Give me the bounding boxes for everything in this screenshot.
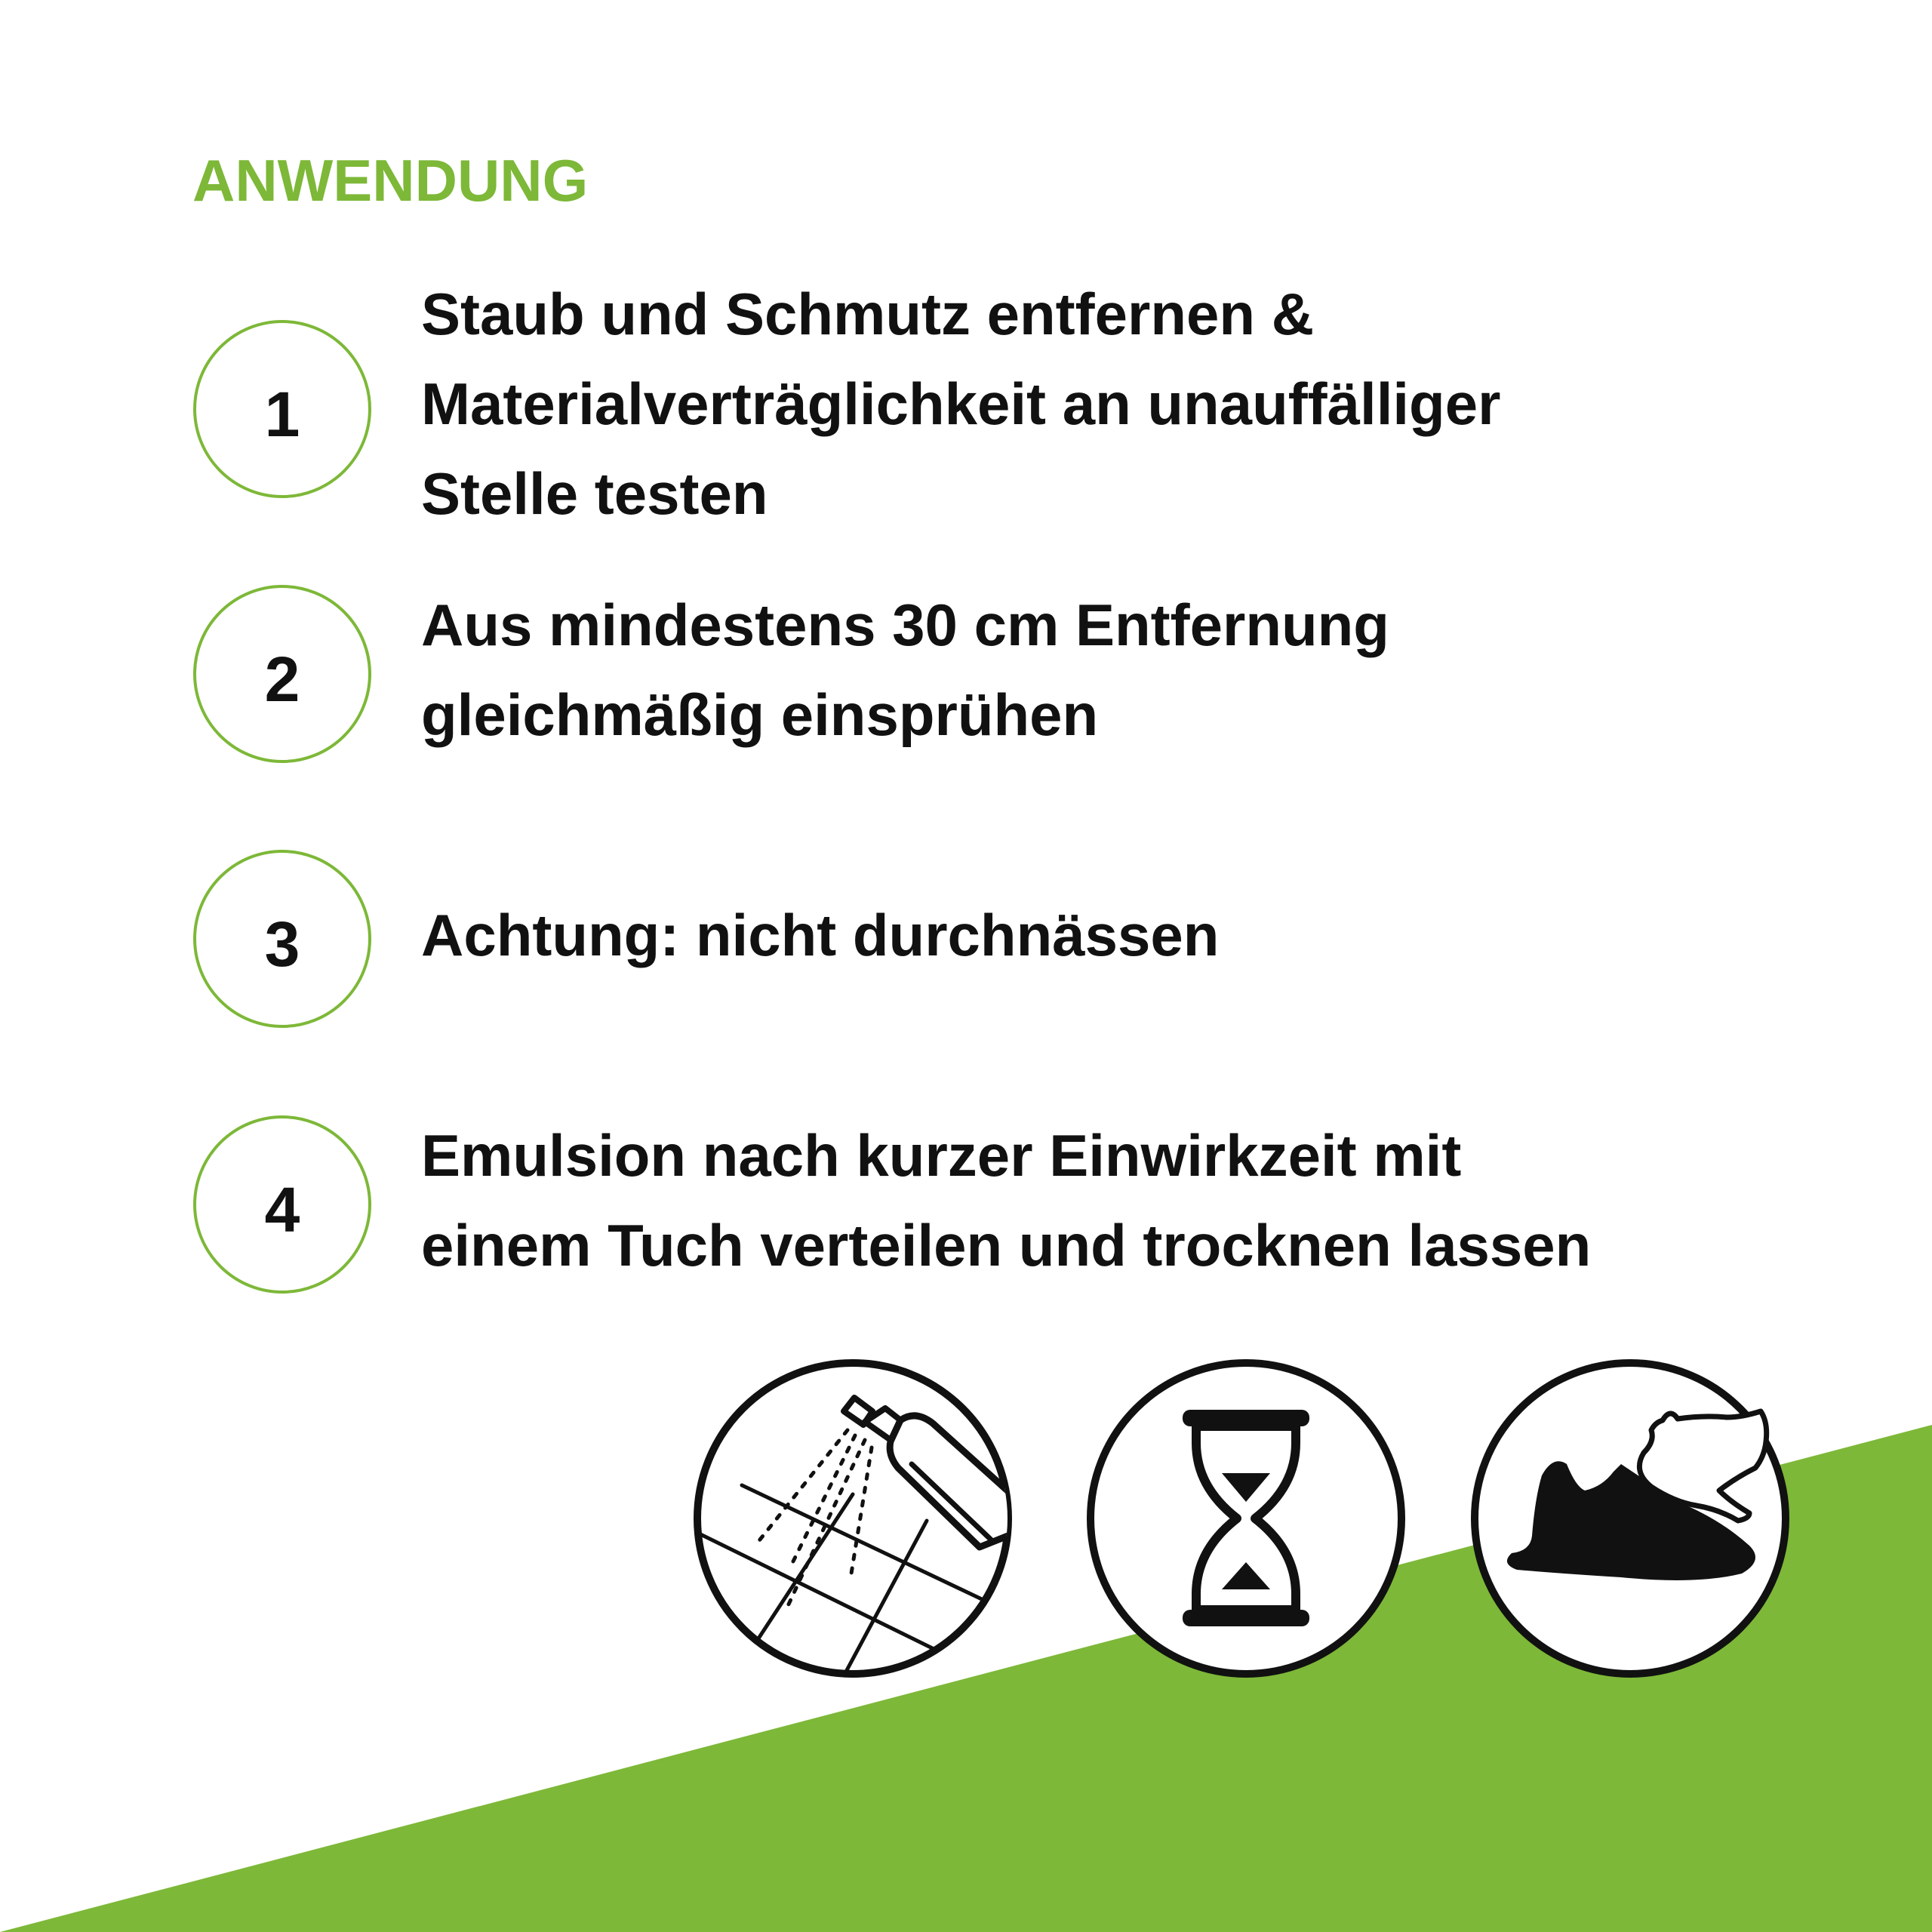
step-1-line-2: Materialverträglichkeit an unauffälliger [421, 371, 1501, 437]
step-3-number-badge [193, 850, 371, 1028]
step-2-line-2: gleichmäßig einsprühen [421, 681, 1099, 748]
step-4-number-badge [193, 1115, 371, 1294]
step-1-line-3: Stelle testen [421, 460, 768, 527]
step-2-line-1: Aus mindestens 30 cm Entfernung [421, 592, 1389, 658]
step-2-number-badge [193, 585, 371, 763]
spray-bottle-icon [693, 1358, 1013, 1678]
step-1-line-1: Staub und Schmutz entfernen & [421, 281, 1315, 347]
hourglass-icon [1086, 1358, 1406, 1678]
step-2-number: 2 [264, 643, 300, 715]
step-4-line-2: einem Tuch verteilen und trocknen lassen [421, 1212, 1592, 1278]
step-2-text [421, 580, 1389, 760]
step-4-line-1: Emulsion nach kurzer Einwirkzeit mit [421, 1122, 1462, 1189]
step-4-number: 4 [264, 1174, 300, 1245]
page-title: ANWENDUNG [192, 147, 589, 214]
step-1-text [421, 269, 1500, 539]
step-4-text [421, 1111, 1591, 1291]
step-3-line-1: Achtung: nicht durchnässen [421, 902, 1220, 968]
step-3-text [421, 891, 1219, 980]
step-3-number: 3 [264, 908, 300, 980]
shoe-icon [1470, 1358, 1790, 1678]
step-1-number-badge [193, 320, 371, 498]
step-1-number: 1 [264, 378, 300, 450]
